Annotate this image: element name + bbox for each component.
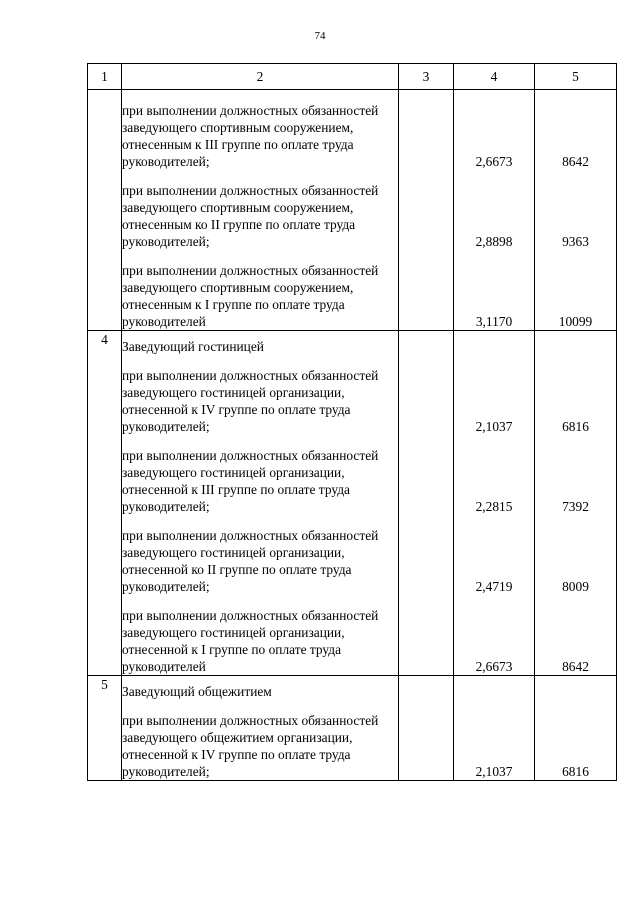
row-number-cell [88, 90, 122, 331]
coefficient-value: 3,1170 [475, 314, 513, 329]
position-title: Заведующий общежитием [122, 684, 272, 699]
coefficient-value: 2,4719 [475, 579, 513, 594]
column-header-3: 3 [399, 64, 454, 90]
table-header-row [88, 64, 617, 90]
row-number-cell: 4 [88, 331, 122, 676]
column-header-4: 4 [454, 64, 535, 90]
description-cell [122, 90, 399, 331]
salary-coefficient-table [87, 63, 617, 781]
description-cell [122, 676, 399, 781]
salary-value: 7392 [562, 499, 589, 514]
entry-text: при выполнении должностных обязанностей заведующего гостиницей организации, отнесенной к III группе по оплате труда руководителей; [122, 448, 379, 514]
salary-value: 6816 [562, 764, 589, 779]
page-number: 74 [314, 30, 326, 42]
column-header-2: 2 [122, 64, 399, 90]
salary-value: 8642 [562, 154, 589, 169]
entry-text: при выполнении должностных обязанностей заведующего спортивным сооружением, отнесенным к III группе по оплате труда руководителей; [122, 103, 379, 169]
salary-value: 8642 [562, 659, 589, 674]
salary-cell [535, 331, 617, 676]
coefficient-cell [454, 676, 535, 781]
salary-value: 6816 [562, 419, 589, 434]
entry-text: при выполнении должностных обязанностей заведующего спортивным сооружением, отнесенным ко II группе по оплате труда руководителей; [122, 183, 379, 249]
table-row-group-continued [88, 90, 617, 331]
description-cell [122, 331, 399, 676]
column-3-cell [399, 90, 454, 331]
entry-text: при выполнении должностных обязанностей заведующего гостиницей организации, отнесенной к IV группе по оплате труда руководителей; [122, 368, 379, 434]
table-row-dormitory-manager [88, 676, 617, 781]
column-header-1: 1 [88, 64, 122, 90]
position-title: Заведующий гостиницей [122, 339, 264, 354]
salary-cell [535, 90, 617, 331]
entry-text: при выполнении должностных обязанностей заведующего гостиницей организации, отнесенной ко II группе по оплате труда руководителей; [122, 528, 379, 594]
column-header-5: 5 [535, 64, 617, 90]
coefficient-value: 2,6673 [475, 154, 513, 169]
salary-value: 8009 [562, 579, 589, 594]
coefficient-cell [454, 331, 535, 676]
row-number-cell: 5 [88, 676, 122, 781]
salary-cell [535, 676, 617, 781]
entry-text: при выполнении должностных обязанностей заведующего спортивным сооружением, отнесенным к I группе по оплате труда руководителей [122, 263, 379, 329]
entry-text: при выполнении должностных обязанностей заведующего гостиницей организации, отнесенной к I группе по оплате труда руководителей [122, 608, 379, 674]
coefficient-value: 2,6673 [475, 659, 513, 674]
coefficient-value: 2,8898 [475, 234, 513, 249]
coefficient-value: 2,2815 [475, 499, 513, 514]
coefficient-value: 2,1037 [475, 419, 513, 434]
coefficient-value: 2,1037 [475, 764, 513, 779]
coefficient-cell [454, 90, 535, 331]
salary-value: 10099 [558, 314, 593, 329]
column-3-cell [399, 331, 454, 676]
table-row-hotel-manager [88, 331, 617, 676]
salary-value: 9363 [562, 234, 589, 249]
entry-text: при выполнении должностных обязанностей заведующего общежитием организации, отнесенной к IV группе по оплате труда руководителей; [122, 713, 379, 779]
column-3-cell [399, 676, 454, 781]
